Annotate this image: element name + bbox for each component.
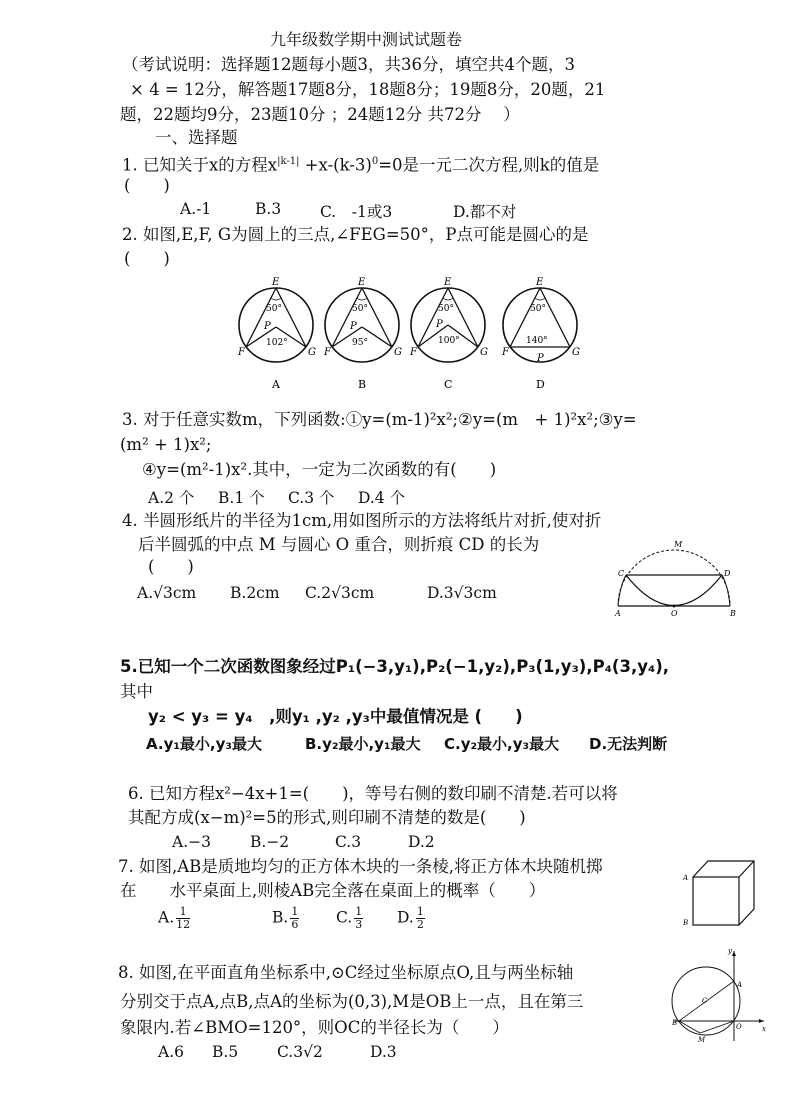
svg-text:C: C: [702, 997, 708, 1005]
q8-stem-1: 8. 如图,在平面直角坐标系中,⊙C经过坐标原点O,且与两坐标轴: [118, 963, 574, 982]
angle-e-label: 50°: [352, 304, 368, 314]
point-p-label: P: [537, 353, 544, 364]
q4-stem-2: 后半圆弧的中点 M 与圆心 O 重合，则折痕 CD 的长为: [138, 535, 540, 554]
q1-stem: 1. 已知关于x的方程$x^{|k-1|} +x-(k-3)^0=0$是一元二次方程,则k的值是: [122, 155, 600, 175]
vertex-f-label: F: [324, 347, 331, 358]
svg-text:D: D: [724, 569, 731, 578]
vertex-f-label: F: [502, 347, 509, 358]
q2-figure: [230, 275, 600, 400]
point-p-label: P: [264, 321, 271, 332]
q2-figure-option-c: [409, 277, 488, 391]
vertex-e-label: E: [272, 277, 280, 288]
svg-text:M: M: [698, 1036, 706, 1044]
q2-blank: ( ): [124, 249, 170, 268]
vertex-e-label: E: [358, 277, 366, 288]
option-caption: B: [358, 378, 367, 391]
q4-option-b: B.2cm: [230, 584, 280, 602]
vertex-e-label: E: [536, 277, 544, 288]
point-p-label: P: [350, 321, 357, 332]
angle-p-label: 100°: [438, 336, 460, 346]
vertex-f-label: F: [238, 347, 245, 358]
intro-line-3: 题，22题均9分，23题10分 ；24题12分 共72分 ）: [120, 105, 520, 124]
q8-option-b: B.5: [212, 1043, 239, 1061]
q8-option-c: C.3√2: [277, 1043, 323, 1061]
q8-option-a: A.6: [158, 1043, 184, 1061]
folded-arc: [626, 575, 722, 606]
q7-option-a: A. $\frac{1}{12}$: [158, 905, 191, 931]
page-title: 九年级数学期中测试试题卷: [270, 30, 463, 49]
svg-text:B: B: [672, 1019, 678, 1027]
q1-option-d: D.都不对: [453, 203, 517, 221]
q1-blank: ( ): [124, 176, 170, 195]
q4-option-c: C.2√3cm: [305, 584, 375, 602]
semicircle-arc: [618, 550, 730, 606]
q1-option-a: A.-1: [180, 200, 212, 218]
q4-figure: [612, 538, 742, 618]
q2-figure-option-a: [237, 277, 316, 391]
q4-option-d: D.3√3cm: [427, 584, 497, 602]
intro-line-1: （考试说明：选择题12题每小题3，共36分，填空共4个题，3: [122, 55, 575, 74]
q7-option-b: B. $\frac{1}{6}$: [272, 905, 299, 931]
vertex-g-label: G: [572, 347, 580, 358]
section-heading: 一、选择题: [155, 128, 238, 147]
vertex-g-label: G: [394, 347, 402, 358]
q5-stem-2: 其中: [120, 682, 153, 701]
q8-coordinate-figure: [670, 945, 770, 1045]
q5-option-c: C.y₂最小,y₃最大: [444, 735, 560, 753]
angle-e-label: 50°: [438, 304, 454, 314]
svg-text:A: A: [683, 874, 689, 882]
q3-stem-2: (m² + 1)x²;: [120, 435, 212, 454]
q2-figure-option-b: [323, 277, 402, 391]
q5-stem-1: 5.已知一个二次函数图象经过P₁(−3,y₁),P₂(−1,y₂),P₃(1,y₃),P₄(3,y₄),: [120, 657, 670, 676]
option-caption: C: [444, 378, 453, 391]
point-p-label: P: [436, 319, 443, 330]
option-caption: A: [272, 378, 280, 391]
q6-option-c: C.3: [335, 833, 362, 851]
q4-option-a: A.√3cm: [137, 584, 197, 602]
q5-option-d: D.无法判断: [589, 735, 668, 753]
vertex-e-label: E: [444, 277, 452, 288]
svg-text:A: A: [615, 609, 621, 618]
q6-option-a: A.−3: [172, 833, 211, 851]
q4-blank: ( ): [148, 557, 194, 576]
svg-text:M: M: [674, 540, 683, 549]
svg-text:C: C: [618, 569, 625, 578]
q3-stem-3: ④y=(m²-1)x².其中，一定为二次函数的有( ): [142, 460, 497, 479]
svg-text:A: A: [737, 981, 743, 989]
q5-stem-3: y₂ < y₃ = y₄ ,则y₁ ,y₂ ,y₃中最值情况是 ( ): [148, 707, 523, 726]
q2-stem: 2. 如图,E,F, G为圆上的三点,∠FEG=50°，P点可能是圆心的是: [122, 225, 589, 244]
svg-text:O: O: [736, 1023, 742, 1031]
q7-stem-2: 在 水平桌面上,则棱AB完全落在桌面上的概率（ ）: [120, 881, 546, 900]
angle-p-label: 140°: [526, 336, 548, 346]
angle-p-label: 95°: [352, 338, 368, 348]
q3-option-b: B.1 个: [218, 489, 265, 507]
q3-option-c: C.3 个: [288, 489, 335, 507]
q3-option-d: D.4 个: [358, 489, 406, 507]
intro-line-2: × 4 = 12分，解答题17题8分，18题8分；19题8分，20题，21: [130, 80, 606, 99]
angle-e-label: 50°: [266, 304, 282, 314]
q5-option-b: B.y₂最小,y₁最大: [305, 735, 421, 753]
q1-option-b: B.3: [255, 200, 282, 218]
q7-stem-1: 7. 如图,AB是质地均匀的正方体木块的一条棱,将正方体木块随机掷: [118, 857, 603, 876]
q6-option-b: B.−2: [250, 833, 290, 851]
svg-text:B: B: [730, 609, 736, 618]
q3-stem-1: 3. 对于任意实数m，下列函数:①y=(m-1)²x²;②y=(m + 1)²x²;③y=: [122, 410, 637, 429]
vertex-g-label: G: [480, 347, 488, 358]
q5-option-a: A.y₁最小,y₃最大: [146, 735, 262, 753]
q7-option-d: D. $\frac{1}{2}$: [397, 905, 424, 931]
vertex-f-label: F: [410, 347, 417, 358]
q8-stem-3: 象限内.若∠BMO=120°，则OC的半径长为（ ）: [120, 1018, 509, 1037]
q8-option-d: D.3: [370, 1043, 397, 1061]
angle-e-label: 50°: [530, 304, 546, 314]
option-caption: D: [536, 378, 545, 391]
svg-text:x: x: [762, 1025, 766, 1033]
q7-option-c: C. $\frac{1}{3}$: [336, 905, 363, 931]
q2-figure-option-d: [501, 277, 580, 391]
q7-cube-figure: [678, 855, 758, 930]
q6-option-d: D.2: [408, 833, 435, 851]
q6-stem-1: 6. 已知方程x²−4x+1=( )，等号右侧的数印刷不清楚.若可以将: [128, 784, 618, 803]
svg-text:O: O: [671, 609, 678, 618]
q1-option-c: C. -1或3: [320, 203, 393, 221]
svg-text:y: y: [728, 947, 732, 955]
q8-stem-2: 分别交于点A,点B,点A的坐标为(0,3),M是OB上一点，且在第三: [120, 992, 584, 1011]
vertex-g-label: G: [308, 347, 316, 358]
q4-stem-1: 4. 半圆形纸片的半径为1cm,用如图所示的方法将纸片对折,使对折: [122, 511, 602, 530]
q6-stem-2: 其配方成(x−m)²=5的形式,则印刷不清楚的数是( ): [128, 808, 526, 827]
q3-option-a: A.2 个: [148, 489, 195, 507]
svg-text:B: B: [683, 919, 689, 927]
angle-p-label: 102°: [266, 338, 288, 348]
